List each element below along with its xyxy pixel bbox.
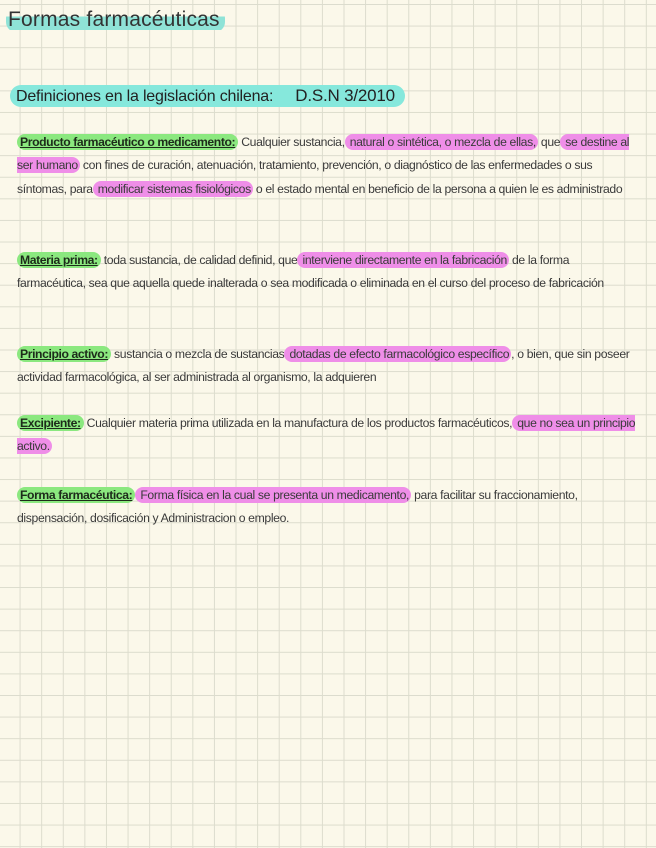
definition-text: para facilitar su fraccionamiento, dispensación, dosificación y Administracion o empleo. — [17, 488, 578, 526]
definition-text: Cualquier sustancia, — [238, 135, 345, 149]
highlighted-text: natural o sintética, o mezcla de ellas, — [346, 135, 536, 149]
highlighted-text: se destine al ser humano — [17, 135, 630, 173]
highlighted-text: interviene directamente en la fabricación — [299, 253, 507, 267]
definition-term: Producto farmacéutico o medicamento: — [17, 134, 238, 150]
highlighted-text: modificar sistemas fisiológicos — [94, 181, 251, 196]
definition-text: toda sustancia, de calidad definid, que — [100, 253, 298, 267]
definition-text: que — [537, 135, 561, 149]
definition-term: Materia prima: — [17, 252, 101, 268]
section-heading-label: Definiciones en la legislación chilena: — [16, 88, 274, 105]
definition-term: Principio activo: — [17, 346, 111, 362]
section-heading — [10, 85, 405, 107]
law-reference: D.S.N 3/2010 — [295, 86, 395, 105]
page-title: Formas farmacéuticas — [6, 8, 225, 32]
definition-term: Excipiente: — [17, 415, 84, 431]
definition-excipiente — [17, 412, 639, 459]
definition-text: con fines de curación, atenuación, tratamiento, prevención, o diagnóstico de las enfermedades o sus síntomas, para — [17, 158, 593, 196]
definition-text: Cualquier materia prima utilizada en la manufactura de los productos farmacéuticos, — [83, 416, 513, 430]
definition-principio-activo — [17, 343, 639, 390]
definition-text: de la forma farmacéutica, sea que aquella quede inalterada o sea modificada o eliminada en el curso del proceso de fabricación — [17, 253, 604, 291]
highlighted-text: que no sea un principio activo. — [17, 416, 636, 454]
highlighted-text: Forma física en la cual se presenta un medicamento, — [137, 488, 410, 502]
definition-text: , o bien, que sin poseer actividad farmacológica, al ser administrada al organismo, la adquieren — [17, 347, 630, 385]
definition-text: sustancia o mezcla de sustancias — [111, 347, 285, 361]
definition-term: Forma farmacéutica: — [17, 487, 135, 503]
definition-materia-prima — [17, 249, 639, 296]
highlighted-text: dotadas de efecto farmacológico específico — [286, 347, 510, 361]
definition-producto-farmaceutico — [17, 131, 639, 201]
definition-text: o el estado mental en beneficio de la persona a quien le es administrado — [252, 181, 623, 196]
definition-forma-farmaceutica — [17, 484, 639, 531]
